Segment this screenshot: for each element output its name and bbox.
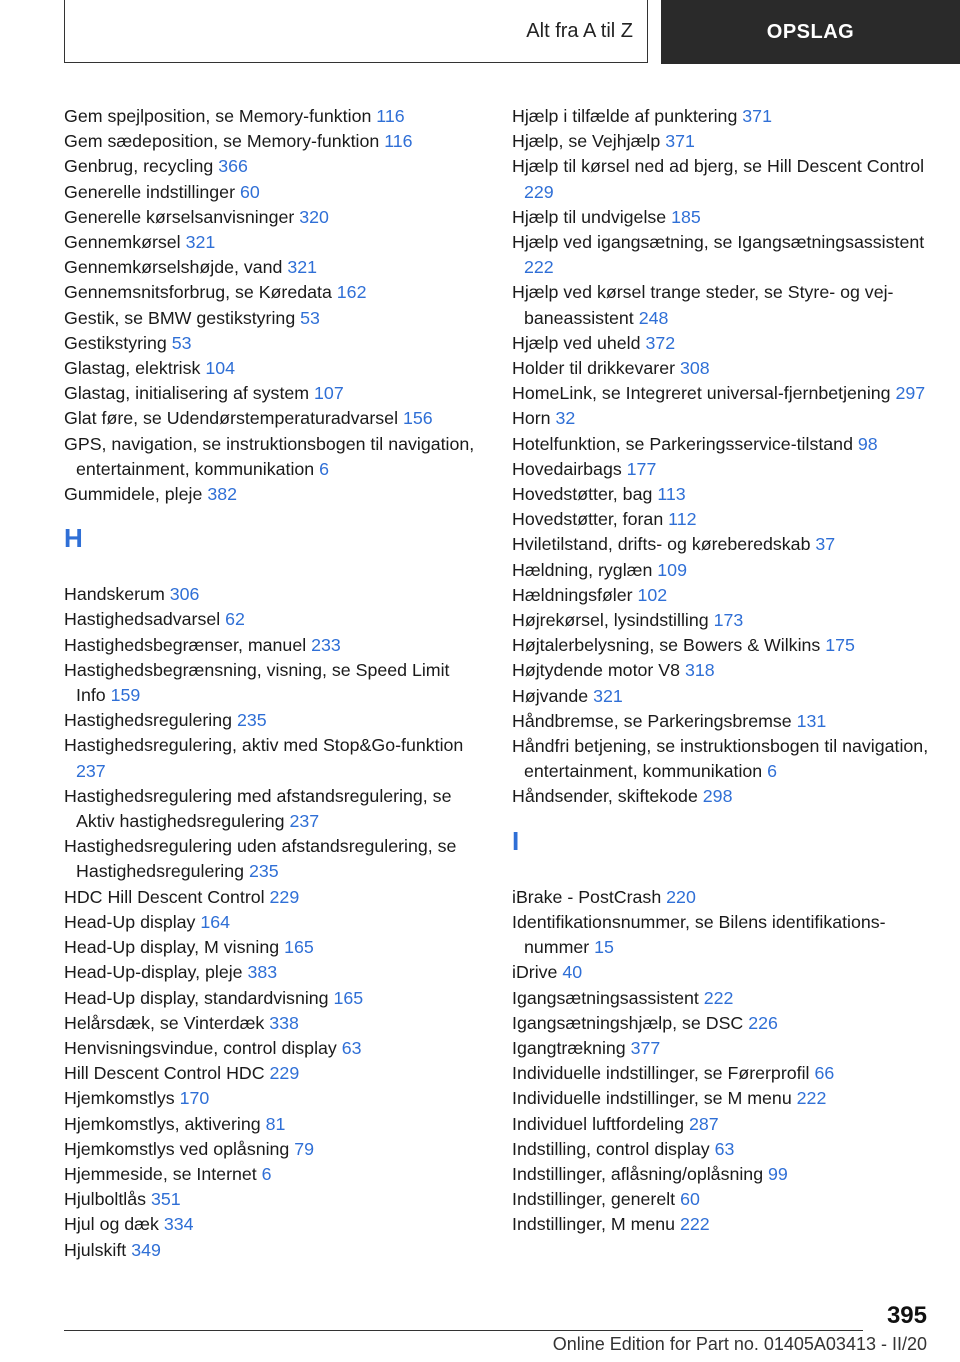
index-entry-text: Hjulboltlås bbox=[64, 1189, 147, 1210]
page-reference-link[interactable]: 79 bbox=[294, 1138, 315, 1159]
index-entry-text: iBrake - PostCrash bbox=[512, 886, 662, 907]
index-entry-text: Identifikationsnummer, se Bilens identifikationsnummer bbox=[512, 911, 886, 958]
index-entry-text: GPS, navigation, se instruktionsbogen til navigation, entertainment, kommunikation bbox=[64, 433, 475, 479]
page-reference-link[interactable]: 165 bbox=[333, 987, 364, 1008]
index-entry-text: Hjemkomstlys bbox=[64, 1088, 175, 1109]
section-letter: I bbox=[512, 825, 520, 856]
page-reference-link[interactable]: 116 bbox=[384, 131, 413, 152]
page-reference-link[interactable]: 62 bbox=[225, 609, 245, 630]
page-reference-link[interactable]: 112 bbox=[668, 509, 697, 530]
index-entry bbox=[64, 1212, 484, 1237]
index-entry-text: Holder til drikkevarer bbox=[512, 358, 676, 379]
page-reference-link[interactable]: 235 bbox=[249, 861, 279, 882]
index-entry bbox=[64, 1238, 484, 1263]
page-reference-link[interactable]: 15 bbox=[594, 937, 614, 958]
index-entry bbox=[64, 1187, 484, 1212]
page-reference-link[interactable]: 113 bbox=[657, 484, 686, 505]
page-reference-link[interactable]: 156 bbox=[402, 408, 433, 429]
index-entry-text: Individuel luftfordeling bbox=[512, 1113, 684, 1134]
index-entry-text: iDrive bbox=[512, 962, 558, 983]
index-entry-text: Hastighedsregulering uden afstandsregulering, se Hastighedsregulering bbox=[64, 836, 457, 882]
index-entry bbox=[64, 658, 484, 708]
index-entry bbox=[512, 583, 932, 608]
index-entry bbox=[64, 834, 484, 884]
page-reference-link[interactable]: 177 bbox=[626, 458, 657, 479]
index-entry-text: Genbrug, recycling bbox=[64, 156, 214, 177]
index-entry bbox=[512, 280, 932, 330]
page-reference-link[interactable]: 371 bbox=[742, 106, 772, 126]
page-reference-link[interactable]: 102 bbox=[637, 584, 668, 605]
page-reference-link[interactable]: 109 bbox=[657, 559, 687, 580]
page-reference-link[interactable]: 383 bbox=[247, 962, 278, 983]
index-entry-text: Head-Up-display, pleje bbox=[64, 962, 243, 983]
index-entry bbox=[64, 1162, 484, 1187]
index-entry-text: Individuelle indstillinger, se M menu bbox=[512, 1088, 792, 1109]
index-entry bbox=[64, 205, 484, 230]
index-entry-text: Hjemkomstlys ved oplåsning bbox=[64, 1138, 290, 1159]
index-entry bbox=[64, 255, 484, 280]
index-entry-text: Gennemkørselshøjde, vand bbox=[64, 257, 283, 278]
index-entry-text: Hastighedsregulering, aktiv med Stop&Go-funktion bbox=[64, 735, 464, 756]
index-entry-text: Hastighedsbegrænser, manuel bbox=[64, 634, 307, 655]
index-entry-text: Hjælp til kørsel ned ad bjerg, se Hill Descent Control bbox=[512, 156, 925, 177]
index-entry bbox=[64, 306, 484, 331]
index-entry bbox=[64, 154, 484, 179]
index-entry-text: Højtydende motor V8 bbox=[512, 660, 681, 681]
page-reference-link[interactable]: 222 bbox=[680, 1214, 710, 1235]
page-reference-link[interactable]: 321 bbox=[593, 685, 623, 706]
index-entry bbox=[512, 1086, 932, 1111]
index-entry bbox=[512, 558, 932, 583]
page-reference-link[interactable]: 235 bbox=[237, 710, 267, 731]
index-entry-text: Igangsætningsassistent bbox=[512, 987, 699, 1008]
page-reference-link[interactable]: 237 bbox=[76, 760, 106, 781]
index-entry-text: Henvisningsvindue, control display bbox=[64, 1037, 337, 1058]
index-entry bbox=[512, 1162, 932, 1187]
page-reference-link[interactable]: 308 bbox=[680, 358, 710, 379]
index-entry-text: Hill Descent Control HDC bbox=[64, 1063, 265, 1084]
page-reference-link[interactable]: 222 bbox=[796, 1088, 827, 1109]
footer-text: Online Edition for Part no. 01405A03413 - II/20 bbox=[552, 1334, 927, 1354]
index-entry-text: Hjælp til undvigelse bbox=[512, 206, 667, 227]
index-entry-text: Højvande bbox=[512, 685, 589, 706]
page-reference-link[interactable]: 222 bbox=[524, 257, 554, 278]
index-entry bbox=[512, 381, 932, 406]
page-reference-link[interactable]: 6 bbox=[261, 1163, 272, 1184]
index-entry-text: Hastighedsregulering bbox=[64, 710, 233, 731]
index-entry-text: Hældningsføler bbox=[512, 584, 633, 605]
index-entry bbox=[512, 457, 932, 482]
page-reference-link[interactable]: 351 bbox=[150, 1189, 181, 1210]
index-entry-text: Hjul og dæk bbox=[64, 1214, 159, 1235]
index-entry bbox=[64, 910, 484, 935]
index-entry-text: Generelle indstillinger bbox=[64, 181, 235, 202]
page-reference-link[interactable]: 165 bbox=[284, 937, 314, 958]
index-entry bbox=[512, 104, 932, 129]
page-reference-link[interactable]: 175 bbox=[825, 635, 855, 656]
page-reference-link[interactable]: 382 bbox=[207, 484, 237, 505]
page-reference-link[interactable]: 40 bbox=[562, 962, 583, 983]
index-entry bbox=[64, 180, 484, 205]
index-entry-text: Håndfri betjening, se instruktionsbogen til navigation, entertainment, kommunikation bbox=[512, 736, 929, 782]
index-entry-text: Gestik, se BMW gestikstyring bbox=[64, 307, 296, 328]
index-entry-text: Hældning, ryglæn bbox=[512, 559, 653, 580]
index-entry bbox=[512, 1112, 932, 1137]
page-reference-link[interactable]: 229 bbox=[269, 1063, 300, 1084]
section-letter: H bbox=[64, 523, 83, 554]
index-entry bbox=[512, 1212, 932, 1237]
page-reference-link[interactable]: 104 bbox=[205, 358, 235, 379]
index-entry bbox=[512, 1187, 932, 1212]
index-entry bbox=[512, 885, 932, 910]
index-entry-text: Hovedairbags bbox=[512, 458, 622, 479]
index-entry bbox=[64, 733, 484, 783]
index-entry bbox=[512, 684, 932, 709]
page-reference-link[interactable]: 53 bbox=[171, 332, 192, 353]
page-reference-link[interactable]: 222 bbox=[703, 987, 734, 1008]
page-reference-link[interactable]: 32 bbox=[555, 408, 576, 429]
index-entry bbox=[512, 709, 932, 734]
page-reference-link[interactable]: 159 bbox=[110, 685, 141, 706]
index-entry-text: Hjælp, se Vejhjælp bbox=[512, 131, 661, 152]
index-entry-text: Hastighedsregulering med afstandsregulering, se Aktiv hastighedsregulering bbox=[64, 785, 452, 832]
index-entry bbox=[64, 935, 484, 960]
section-tab[interactable] bbox=[64, 0, 648, 63]
index-entry bbox=[512, 230, 932, 280]
index-entry bbox=[64, 607, 484, 632]
index-entry-text: Hotelfunktion, se Parkeringsservice-tilstand bbox=[512, 433, 853, 454]
index-entry bbox=[512, 784, 932, 809]
page-reference-link[interactable]: 226 bbox=[748, 1012, 778, 1033]
index-entry-text: Hjemmeside, se Internet bbox=[64, 1163, 257, 1184]
page-reference-link[interactable]: 349 bbox=[131, 1239, 161, 1260]
index-entry-text: Gem spejlposition, se Memory-funktion bbox=[64, 106, 372, 126]
index-entry bbox=[64, 432, 484, 482]
page-reference-link[interactable]: 60 bbox=[680, 1189, 700, 1210]
page-reference-link[interactable]: 233 bbox=[311, 634, 341, 655]
footer-divider bbox=[64, 1330, 863, 1331]
page-reference-link[interactable]: 371 bbox=[665, 131, 695, 152]
page-reference-link[interactable]: 287 bbox=[688, 1113, 719, 1134]
index-entry bbox=[64, 582, 484, 607]
index-column-left bbox=[64, 104, 484, 1263]
index-entry-text: Indstilling, control display bbox=[512, 1138, 710, 1159]
page-reference-link[interactable]: 173 bbox=[713, 610, 744, 631]
page-reference-link[interactable]: 298 bbox=[702, 786, 733, 807]
page-reference-link[interactable]: 321 bbox=[287, 257, 318, 278]
index-entry bbox=[512, 986, 932, 1011]
index-entry bbox=[64, 104, 484, 129]
page-reference-link[interactable]: 99 bbox=[768, 1163, 788, 1184]
index-entry bbox=[64, 482, 484, 507]
index-entry bbox=[64, 960, 484, 985]
index-entry-text: Gennemkørsel bbox=[64, 232, 181, 253]
index-entry-text: Horn bbox=[512, 408, 551, 429]
index-entry bbox=[512, 532, 932, 557]
index-entry-text: Hjælp i tilfælde af punktering bbox=[512, 106, 738, 126]
index-entry bbox=[64, 129, 484, 154]
index-entry-text: Handskerum bbox=[64, 584, 165, 605]
index-entry-text: Indstillinger, generelt bbox=[512, 1189, 676, 1210]
index-entry-text: Hjælp ved kørsel trange steder, se Styre- og vejbaneassistent bbox=[512, 282, 894, 328]
page-reference-link[interactable]: 162 bbox=[336, 282, 367, 303]
index-entry bbox=[512, 482, 932, 507]
page-reference-link[interactable]: 297 bbox=[895, 383, 926, 404]
index-entry bbox=[512, 356, 932, 381]
page-number: 395 bbox=[886, 1302, 927, 1329]
index-entry-text: Højtalerbelysning, se Bowers & Wilkins bbox=[512, 635, 821, 656]
index-entry-text: Helårsdæk, se Vinterdæk bbox=[64, 1012, 265, 1033]
page-reference-link[interactable]: 116 bbox=[376, 106, 405, 126]
page-reference-link[interactable]: 334 bbox=[163, 1214, 194, 1235]
index-entry-text: Hjælp ved igangsætning, se Igangsætningsassistent bbox=[512, 232, 925, 253]
index-entry bbox=[64, 986, 484, 1011]
index-entry bbox=[512, 507, 932, 532]
index-entry bbox=[512, 1137, 932, 1162]
section-tab-label: Alt fra A til Z bbox=[526, 19, 633, 42]
index-entry bbox=[512, 1011, 932, 1036]
index-entry-text: Indstillinger, M menu bbox=[512, 1214, 676, 1235]
index-entry bbox=[64, 280, 484, 305]
index-entry bbox=[512, 960, 932, 985]
index-entry-text: Hastighedsbegrænsning, visning, se Speed Limit Info bbox=[64, 659, 450, 706]
page-reference-link[interactable]: 53 bbox=[300, 307, 320, 328]
index-entry bbox=[512, 734, 932, 784]
page-reference-link[interactable]: 170 bbox=[179, 1088, 210, 1109]
index-entry bbox=[64, 708, 484, 733]
tab-opslag-label: OPSLAG bbox=[766, 20, 855, 43]
index-entry-text: Generelle kørselsanvisninger bbox=[64, 206, 295, 227]
index-entry-text: Gennemsnitsforbrug, se Køredata bbox=[64, 282, 332, 303]
index-entry bbox=[64, 1086, 484, 1111]
page-reference-link[interactable]: 220 bbox=[666, 886, 696, 907]
index-entry bbox=[64, 230, 484, 255]
page-reference-link[interactable]: 6 bbox=[319, 458, 330, 479]
page-reference-link[interactable]: 164 bbox=[200, 911, 231, 932]
index-entry-text: Glat føre, se Udendørstemperaturadvarsel bbox=[64, 408, 399, 429]
index-entry bbox=[64, 1137, 484, 1162]
index-entry-text: Håndbremse, se Parkeringsbremse bbox=[512, 710, 792, 731]
index-entry bbox=[64, 1112, 484, 1137]
page-reference-link[interactable]: 306 bbox=[169, 584, 200, 605]
index-entry bbox=[64, 381, 484, 406]
index-entry bbox=[512, 633, 932, 658]
page-reference-link[interactable]: 318 bbox=[684, 660, 715, 681]
index-entry-text: Hjælp ved uheld bbox=[512, 332, 641, 353]
page-reference-link[interactable]: 229 bbox=[269, 886, 300, 907]
index-entry bbox=[64, 885, 484, 910]
index-entry bbox=[512, 608, 932, 633]
page-reference-link[interactable]: 63 bbox=[341, 1037, 362, 1058]
index-entry-text: Hviletilstand, drifts- og kørеberedskab bbox=[512, 534, 811, 555]
index-entry-text: Head-Up display, standardvisning bbox=[64, 987, 329, 1008]
page-reference-link[interactable]: 237 bbox=[289, 811, 320, 832]
index-entry bbox=[512, 1061, 932, 1086]
index-entry-text: HDC Hill Descent Control bbox=[64, 886, 265, 907]
index-entry-text: Gestikstyring bbox=[64, 332, 167, 353]
index-entry-text: Head-Up display bbox=[64, 911, 196, 932]
index-entry bbox=[64, 331, 484, 356]
index-entry-text: Håndsender, skiftekode bbox=[512, 786, 698, 807]
index-entry-text: HomeLink, se Integreret universal-fjernbetjening bbox=[512, 383, 891, 404]
index-entry-text: Hovedstøtter, foran bbox=[512, 509, 664, 530]
index-entry bbox=[64, 406, 484, 431]
index-entry bbox=[512, 331, 932, 356]
index-column-right bbox=[512, 104, 932, 1238]
index-entry-text: Indstillinger, aflåsning/oplåsning bbox=[512, 1163, 764, 1184]
index-entry bbox=[64, 1061, 484, 1086]
index-entry bbox=[512, 658, 932, 683]
index-entry bbox=[512, 432, 932, 457]
index-entry-text: Head-Up display, M visning bbox=[64, 937, 280, 958]
index-entry bbox=[512, 154, 932, 204]
index-entry bbox=[64, 633, 484, 658]
index-entry-text: Hjemkomstlys, aktivering bbox=[64, 1113, 261, 1134]
page-reference-link[interactable]: 338 bbox=[269, 1012, 299, 1033]
page-reference-link[interactable]: 185 bbox=[671, 206, 701, 227]
page-reference-link[interactable]: 37 bbox=[815, 534, 836, 555]
index-entry-text: Gummidele, pleje bbox=[64, 484, 203, 505]
index-entry-text: Hastighedsadvarsel bbox=[64, 609, 221, 630]
page-reference-link[interactable]: 98 bbox=[857, 433, 878, 454]
index-entry-text: Hjulskift bbox=[64, 1239, 127, 1260]
index-entry bbox=[64, 1036, 484, 1061]
page-reference-link[interactable]: 60 bbox=[239, 181, 260, 202]
index-entry-text: Individuelle indstillinger, se Førerprofil bbox=[512, 1063, 810, 1084]
index-entry bbox=[512, 205, 932, 230]
page-reference-link[interactable]: 320 bbox=[299, 206, 329, 227]
index-entry-text: Højrekørsel, lysindstilling bbox=[512, 610, 709, 631]
index-entry bbox=[512, 910, 932, 960]
index-entry bbox=[64, 784, 484, 834]
tab-opslag[interactable] bbox=[661, 0, 960, 64]
index-entry-text: Glastag, initialisering af system bbox=[64, 383, 310, 404]
index-entry bbox=[64, 1011, 484, 1036]
page-reference-link[interactable]: 321 bbox=[185, 232, 216, 253]
page-reference-link[interactable]: 229 bbox=[524, 181, 554, 202]
index-entry-text: Hovedstøtter, bag bbox=[512, 484, 653, 505]
page-reference-link[interactable]: 63 bbox=[714, 1138, 735, 1159]
page-reference-link[interactable]: 81 bbox=[265, 1113, 286, 1134]
index-entry-text: Glastag, elektrisk bbox=[64, 358, 201, 379]
page-reference-link[interactable]: 372 bbox=[645, 332, 676, 353]
index-entry bbox=[512, 129, 932, 154]
page-reference-link[interactable]: 248 bbox=[638, 307, 669, 328]
page-reference-link[interactable]: 107 bbox=[314, 383, 344, 404]
page-reference-link[interactable]: 377 bbox=[630, 1037, 661, 1058]
index-entry bbox=[64, 356, 484, 381]
page-reference-link[interactable]: 131 bbox=[796, 710, 827, 731]
index-entry bbox=[512, 406, 932, 431]
index-entry bbox=[512, 1036, 932, 1061]
page-reference-link[interactable]: 66 bbox=[814, 1063, 835, 1084]
index-entry-text: Igangsætningshjælp, se DSC bbox=[512, 1012, 744, 1033]
page-reference-link[interactable]: 6 bbox=[767, 761, 778, 782]
index-entry-text: Gem sædeposition, se Memory-funktion bbox=[64, 131, 380, 152]
index-entry-text: Igangtrækning bbox=[512, 1037, 626, 1058]
page-reference-link[interactable]: 366 bbox=[218, 156, 248, 177]
